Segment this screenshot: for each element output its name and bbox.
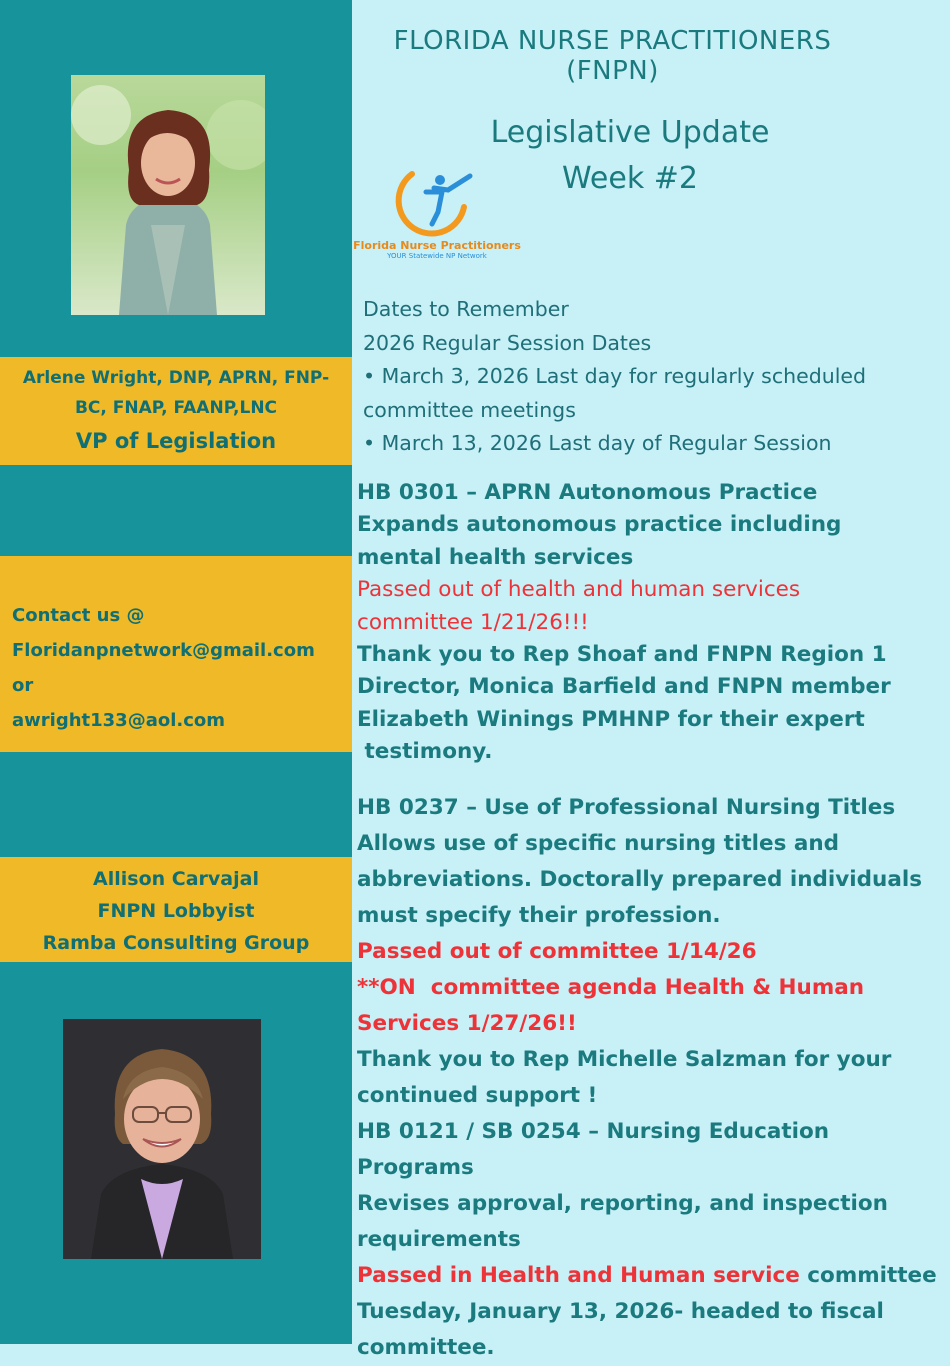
bill-desc-line: mental health services: [357, 544, 634, 570]
bill-status: Passed in Health and Human service: [357, 1263, 800, 1288]
bill-status-detail: committee.: [357, 1335, 495, 1360]
bio-org: Ramba Consulting Group: [42, 932, 310, 954]
bill-desc-line: Expands autonomous practice including: [357, 512, 842, 538]
bill-desc-line: abbreviations. Doctorally prepared individuals: [357, 867, 923, 892]
bill-status: committee 1/21/26!!!: [357, 609, 589, 635]
title-line1: FLORIDA NURSE PRACTITIONERS: [393, 26, 832, 56]
page-title: [340, 26, 885, 86]
contact-email-link[interactable]: Floridanpnetwork@gmail.com: [12, 640, 315, 661]
person-portrait-icon: [63, 1019, 261, 1259]
bill-title: HB 0237 – Use of Professional Nursing Titles: [357, 795, 896, 820]
bill-status-detail: Tuesday, January 13, 2026- headed to fiscal: [357, 1299, 884, 1324]
bill-hb0301: [357, 477, 947, 769]
logo-tagline: YOUR Statewide NP Network: [387, 252, 487, 260]
bill-status: **ON committee agenda Health & Human: [357, 975, 865, 1000]
bill-thanks: testimony.: [357, 739, 493, 765]
bill-status: Passed out of committee 1/14/26: [357, 939, 757, 964]
bill-thanks: Director, Monica Barfield and FNPN member: [357, 674, 891, 700]
contact-or: or: [12, 675, 34, 696]
bill-thanks: continued support !: [357, 1083, 598, 1108]
contact-heading: Contact us @: [12, 605, 145, 626]
bill-thanks: Elizabeth Winings PMHNP for their expert: [357, 706, 865, 732]
bill-title: HB 0121 / SB 0254 – Nursing Education Programs: [357, 1119, 830, 1180]
photo-allison-carvajal: [63, 1019, 261, 1259]
dates-item-1-cont: committee meetings: [363, 397, 576, 422]
bill-desc-line: must specify their profession.: [357, 903, 721, 928]
bio-credentials-line2: BC, FNAP, FAANP,LNC: [74, 398, 278, 418]
bill-status-cont: committee: [799, 1263, 937, 1288]
bill-thanks: Thank you to Rep Shoaf and FNPN Region 1: [357, 642, 887, 668]
bill-title: HB 0301 – APRN Autonomous Practice: [357, 480, 818, 505]
subtitle-line1: Legislative Update: [490, 115, 770, 150]
photo-arlene-wright: [71, 75, 265, 315]
title-line2: (FNPN): [566, 56, 659, 86]
bio-box-arlene-wright: [0, 357, 352, 465]
bio-name: Allison Carvajal: [93, 868, 259, 890]
contact-box: [0, 556, 352, 752]
dates-item-1: • March 3, 2026 Last day for regularly scheduled: [363, 364, 867, 388]
dates-to-remember: [363, 293, 933, 461]
bill-desc-line: Allows use of specific nursing titles and: [357, 831, 840, 856]
dates-item-2: • March 13, 2026 Last day of Regular Session: [363, 431, 832, 455]
dates-subheading: 2026 Regular Session Dates: [363, 330, 652, 355]
bio-credentials-line1: Arlene Wright, DNP, APRN, FNP-: [22, 368, 330, 388]
person-portrait-icon: [71, 75, 265, 315]
bill-status: Passed out of health and human services: [357, 577, 801, 603]
bill-hb0237-and-hb0121: [357, 790, 947, 1366]
bill-status: Services 1/27/26!!: [357, 1011, 577, 1036]
bill-thanks: Thank you to Rep Michelle Salzman for your: [357, 1047, 892, 1072]
bio-role: VP of Legislation: [75, 429, 277, 453]
bill-desc-line: requirements: [357, 1227, 521, 1252]
bio-box-allison-carvajal: [0, 857, 352, 962]
logo-name: Florida Nurse Practitioners: [353, 239, 521, 252]
contact-email-link-2[interactable]: awright133@aol.com: [12, 710, 226, 731]
logo-text: [352, 240, 522, 261]
bill-desc-line: Revises approval, reporting, and inspection: [357, 1191, 888, 1216]
dates-heading: Dates to Remember: [363, 297, 569, 321]
bio-role: FNPN Lobbyist: [97, 900, 255, 922]
bill-status-line: [357, 1258, 947, 1294]
subtitle-line2: Week #2: [562, 161, 698, 196]
